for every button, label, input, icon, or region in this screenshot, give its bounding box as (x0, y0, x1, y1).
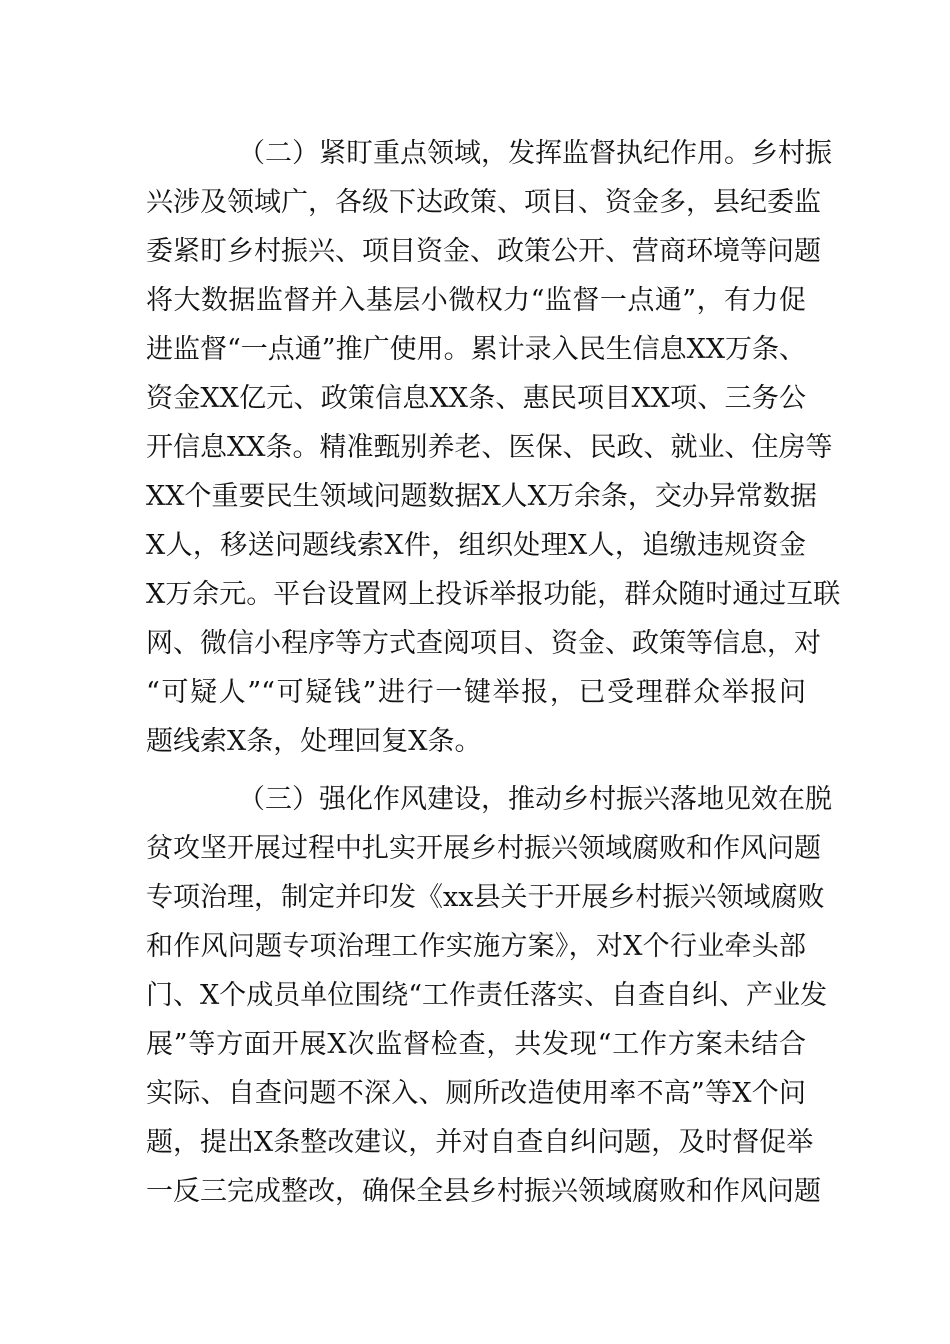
paragraph-line: 开信息XX条。精准甄别养老、医保、民政、就业、住房等 (146, 432, 833, 463)
paragraph-line: 贫攻坚开展过程中扎实开展乡村振兴领域腐败和作风问题 (146, 833, 821, 864)
paragraph-line: 进监督“一点通”推广使用。累计录入民生信息XX万条、 (146, 334, 807, 365)
paragraph-line: 委紧盯乡村振兴、项目资金、政策公开、营商环境等问题 (146, 236, 821, 267)
paragraph-line: 兴涉及领域广，各级下达政策、项目、资金多，县纪委监 (146, 187, 821, 218)
paragraph-section-2 (146, 129, 841, 766)
paragraph-line: 实际、自查问题不深入、厕所改造使用率不高”等X个问 (146, 1078, 806, 1109)
paragraph-line: （二）紧盯重点领域，发挥监督执纪作用。乡村振 (238, 138, 832, 169)
paragraph-line: “可疑人”“可疑钱”进行一键举报，已受理群众举报问 (146, 677, 806, 708)
paragraph-line: 和作风问题专项治理工作实施方案》，对X个行业牵头部 (146, 931, 806, 962)
paragraph-line: 网、微信小程序等方式查阅项目、资金、政策等信息，对 (146, 628, 821, 659)
paragraph-line: 资金XX亿元、政策信息XX条、惠民项目XX项、三务公 (146, 383, 806, 414)
paragraph-line: 题，提出X条整改建议，并对自查自纠问题，及时督促举 (146, 1127, 814, 1158)
paragraph-section-3 (146, 775, 832, 1216)
paragraph-line: 专项治理，制定并印发《xx县关于开展乡村振兴领域腐败 (146, 882, 825, 913)
paragraph-line: 门、X个成员单位围绕“工作责任落实、自查自纠、产业发 (146, 980, 828, 1011)
paragraph-line: （三）强化作风建设，推动乡村振兴落地见效在脱 (238, 784, 832, 815)
paragraph-line: 展”等方面开展X次监督检查，共发现“工作方案未结合 (146, 1029, 806, 1060)
paragraph-line: 一反三完成整改，确保全县乡村振兴领域腐败和作风问题 (146, 1176, 821, 1207)
paragraph-line: X万余元。平台设置网上投诉举报功能，群众随时通过互联 (146, 579, 841, 610)
paragraph-line: 将大数据监督并入基层小微权力“监督一点通”，有力促 (146, 285, 806, 316)
paragraph-line: XX个重要民生领域问题数据X人X万余条，交办异常数据 (146, 481, 817, 512)
paragraph-line: X人，移送问题线索X件，组织处理X人，追缴违规资金 (146, 530, 806, 561)
paragraph-line: 题线索X条，处理回复X条。 (146, 726, 482, 757)
